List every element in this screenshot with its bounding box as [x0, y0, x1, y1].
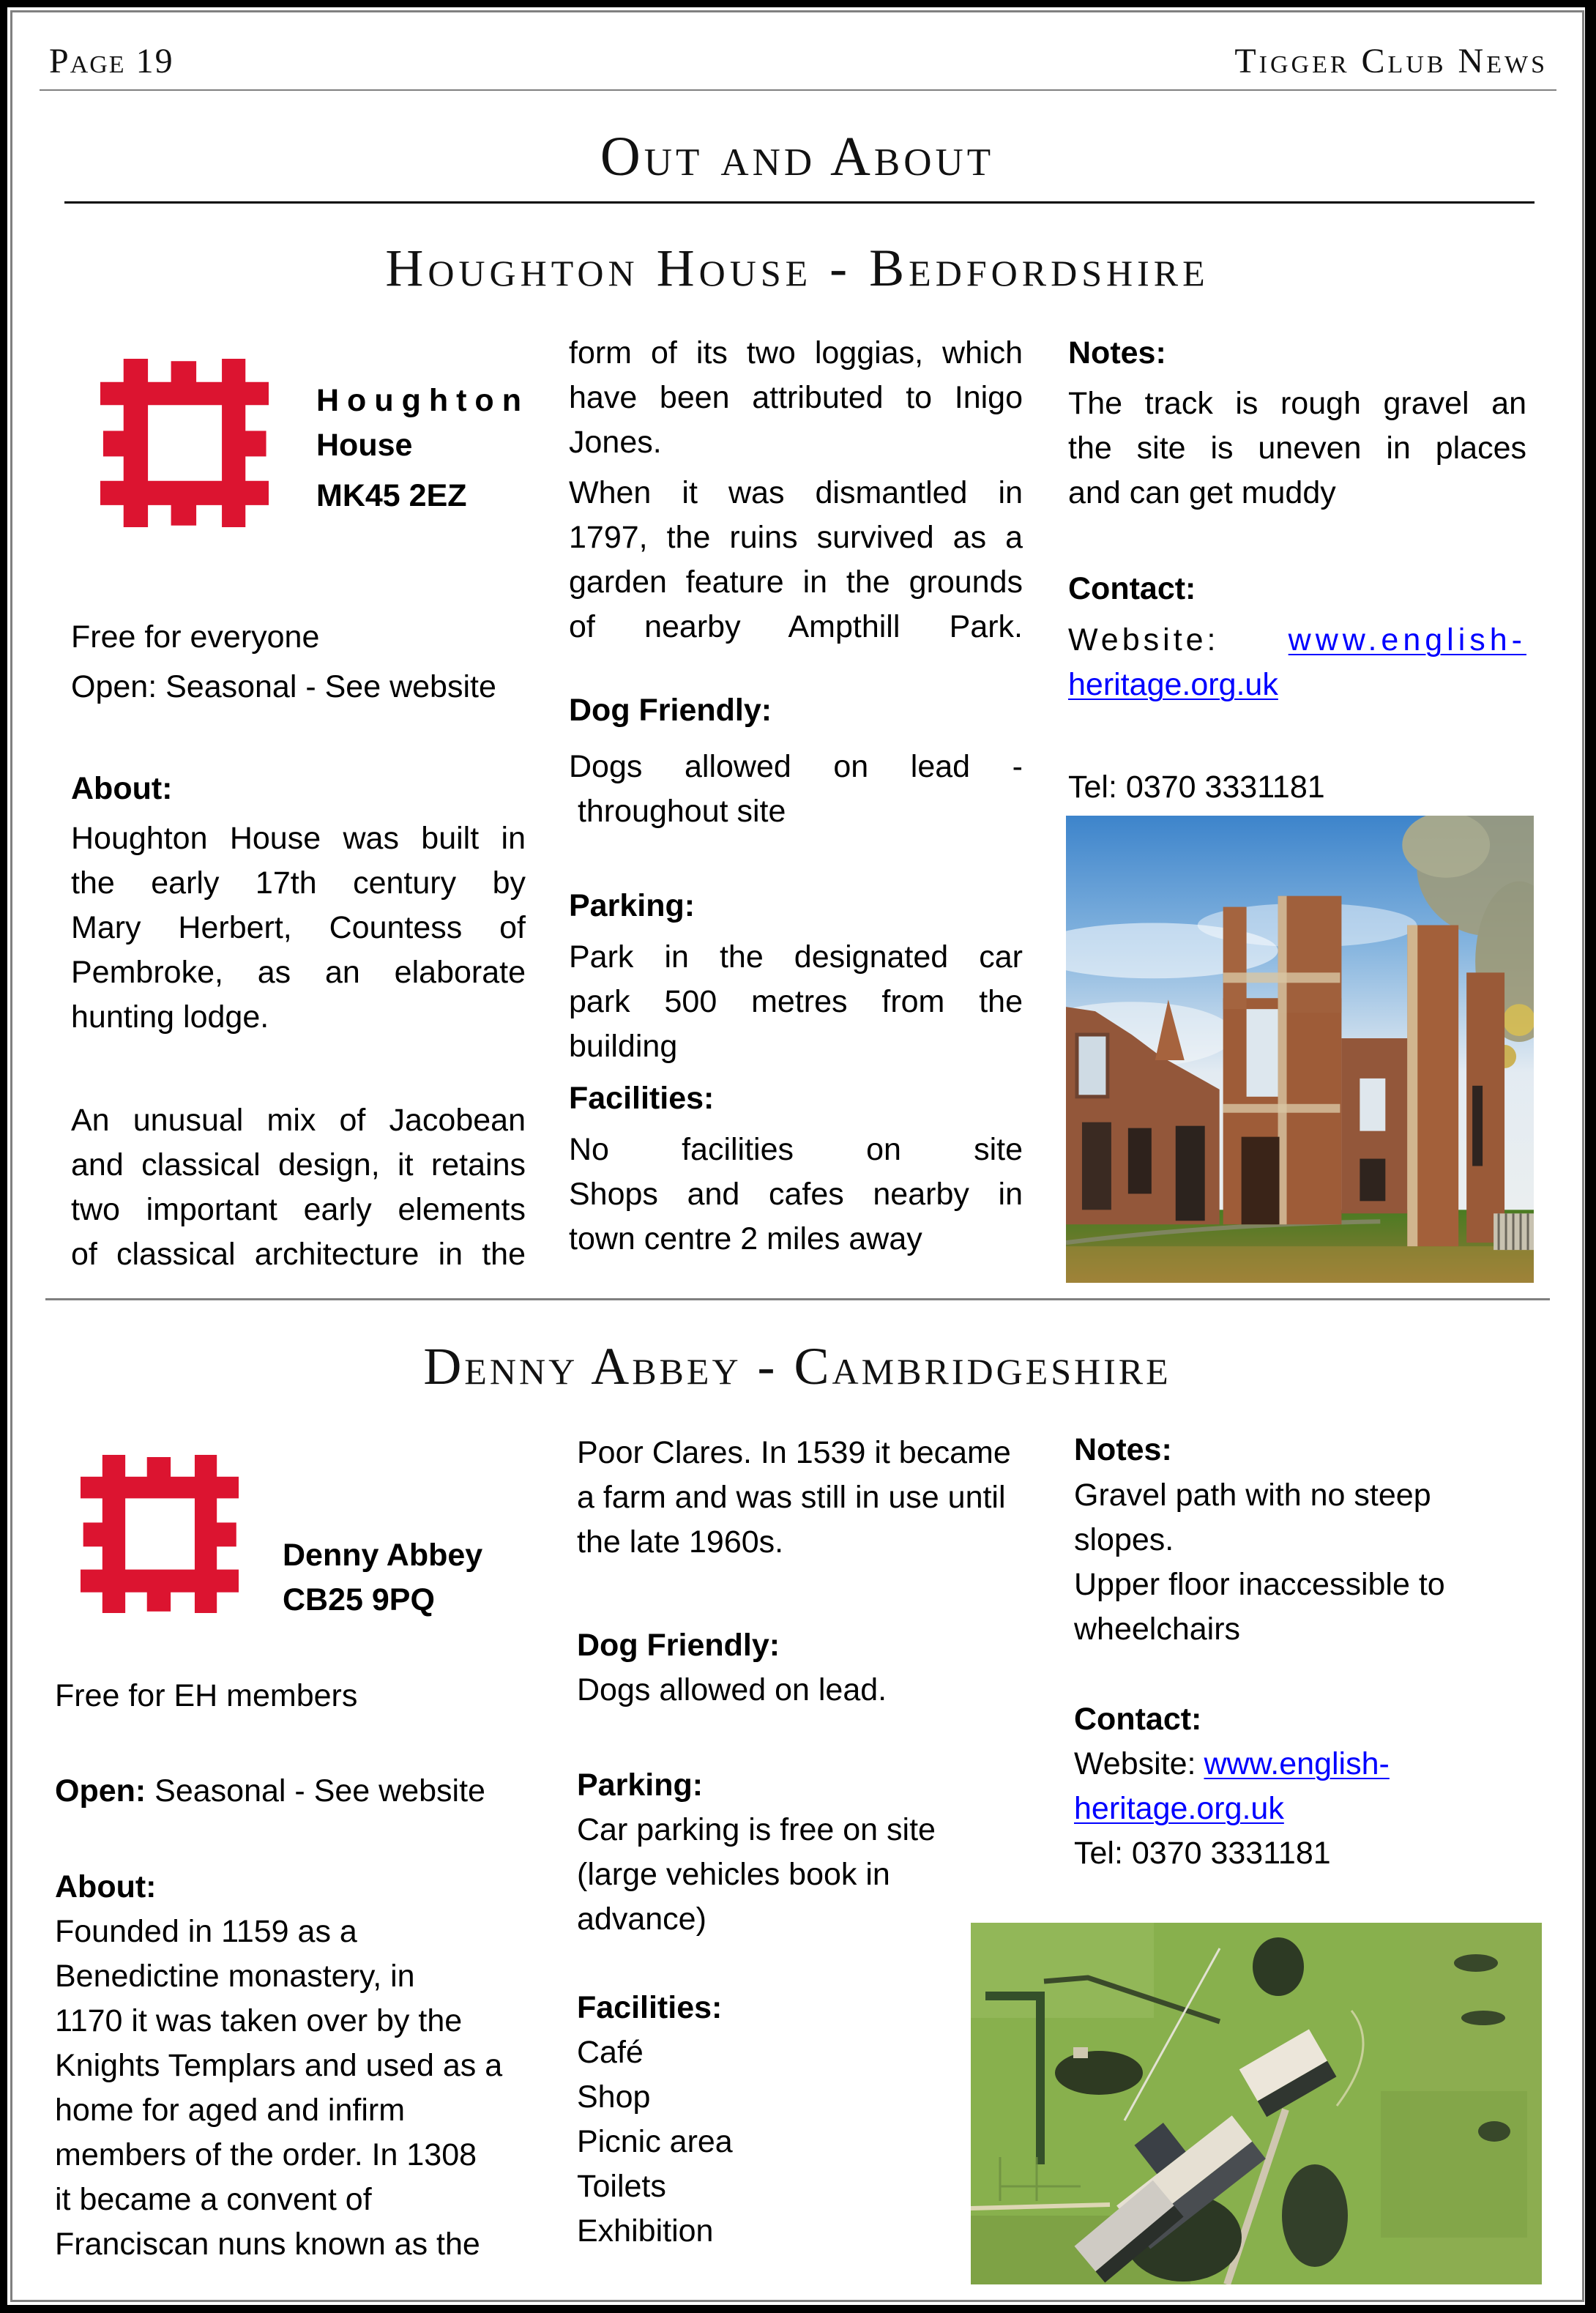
- english-heritage-logo-icon: [81, 1455, 239, 1613]
- text-line: When it was dismantled in: [569, 475, 1023, 510]
- contact-label: Contact:: [1068, 571, 1196, 606]
- about-label: About:: [55, 1869, 157, 1904]
- houghton-website: [1068, 618, 1526, 707]
- denny-contact: [1074, 1697, 1543, 1876]
- text-line: Car parking is free on site: [577, 1812, 936, 1847]
- houghton-about-paragraph-1: [71, 816, 526, 1040]
- site-name-line: Houghton: [316, 383, 529, 418]
- text-line: advance): [577, 1902, 706, 1937]
- text-line: home for aged and infirm: [55, 2093, 406, 2128]
- text-line: 1797, the ruins survived as a: [569, 520, 1023, 555]
- contact-label: Contact:: [1074, 1702, 1202, 1737]
- text-line: (large vehicles book in: [577, 1857, 890, 1892]
- newsletter-name: Tigger Club News: [1234, 42, 1548, 81]
- denny-dog-info: [577, 1623, 1053, 1713]
- denny-about-label-block: [55, 1865, 538, 1910]
- site-name-line: Denny Abbey: [283, 1538, 483, 1573]
- text-line: slopes.: [1074, 1522, 1174, 1557]
- houghton-about-paragraph-3: [569, 331, 1023, 465]
- text-line: Houghton House was built in: [71, 821, 526, 856]
- text-line: An unusual mix of Jacobean: [71, 1103, 526, 1138]
- facility-item: Café: [577, 2035, 644, 2070]
- houghton-postcode-block: [316, 474, 536, 518]
- telephone-number: Tel: 0370 3331181: [1074, 1836, 1331, 1871]
- houghton-about-paragraph-4: [569, 471, 1023, 649]
- telephone-number: Tel: 0370 3331181: [1068, 770, 1325, 805]
- text-line: Pembroke, as an elaborate: [71, 955, 526, 990]
- parking-label: Parking:: [569, 888, 696, 923]
- open-value: Seasonal - See website: [165, 669, 496, 704]
- text-line: it became a convent of: [55, 2182, 372, 2217]
- text-line: of classical architecture in the: [71, 1237, 526, 1272]
- text-line: No facilities on site: [569, 1132, 1023, 1167]
- text-line: Benedictine monastery, in: [55, 1959, 415, 1994]
- text-line: of nearby Ampthill Park.: [569, 609, 1023, 644]
- text-line: throughout site: [569, 794, 786, 829]
- page-number: Page 19: [49, 42, 174, 81]
- houghton-site-name: [316, 379, 536, 468]
- facility-item: Shop: [577, 2079, 651, 2115]
- text-line: Dogs allowed on lead.: [577, 1672, 887, 1707]
- denny-site-name: [283, 1533, 532, 1623]
- facility-item: Toilets: [577, 2169, 666, 2204]
- website-line: [1074, 1742, 1543, 1787]
- text-line: and can get muddy: [1068, 475, 1336, 510]
- text-line: Founded in 1159 as a: [55, 1914, 357, 1949]
- section-divider: [45, 1298, 1550, 1300]
- denny-heading: Denny Abbey - Cambridgeshire: [423, 1337, 1171, 1396]
- website-link[interactable]: www.english-: [1204, 1746, 1390, 1781]
- website-link[interactable]: www.english-: [1288, 622, 1526, 658]
- facilities-label: Facilities:: [569, 1081, 715, 1116]
- houghton-price: [71, 615, 526, 660]
- denny-price: [55, 1674, 538, 1718]
- text-line: 1170 it was taken over by the: [55, 2003, 463, 2038]
- denny-facilities-info: [577, 1986, 943, 2254]
- text-line: Upper floor inaccessible to: [1074, 1567, 1445, 1602]
- text-line: members of the order. In 1308: [55, 2137, 477, 2172]
- admission-price: Free for everyone: [71, 619, 320, 655]
- houghton-facilities-info: [569, 1128, 1023, 1262]
- facilities-label: Facilities:: [577, 1990, 723, 2025]
- denny-notes-label-block: [1074, 1428, 1543, 1472]
- website-line: [1074, 1787, 1543, 1831]
- dog-friendly-label: Dog Friendly:: [569, 693, 772, 728]
- notes-label: Notes:: [1068, 335, 1166, 370]
- text-line: Gravel path with no steep: [1074, 1478, 1431, 1513]
- text-line: two important early elements: [71, 1192, 526, 1227]
- text-line: Poor Clares. In 1539 it became: [577, 1435, 1011, 1470]
- text-line: town centre 2 miles away: [569, 1221, 922, 1256]
- website-label: Website:: [1068, 622, 1220, 658]
- houghton-notes: [1068, 381, 1526, 515]
- text-line: Shops and cafes nearby in: [569, 1177, 1023, 1212]
- text-line: and classical design, it retains: [71, 1147, 526, 1182]
- houghton-heading: Houghton House - Bedfordshire: [385, 239, 1209, 297]
- website-line: [1068, 618, 1526, 663]
- opening-line: [55, 1769, 538, 1814]
- houghton-notes-label-block: [1068, 331, 1526, 376]
- open-value: Seasonal - See website: [154, 1773, 485, 1809]
- dog-friendly-label: Dog Friendly:: [577, 1628, 780, 1663]
- houghton-opening: [71, 665, 526, 709]
- text-line: building: [569, 1029, 678, 1064]
- text-line: form of its two loggias, which: [569, 335, 1023, 370]
- denny-notes: [1074, 1473, 1543, 1652]
- site-postcode: CB25 9PQ: [283, 1582, 435, 1617]
- denny-about-paragraph-1: [55, 1910, 538, 2267]
- admission-price: Free for EH members: [55, 1678, 358, 1713]
- text-line: garden feature in the grounds: [569, 565, 1023, 600]
- houghton-facilities-label-block: [569, 1076, 1023, 1121]
- text-line: Franciscan nuns known as the: [55, 2227, 480, 2262]
- opening-line: [71, 665, 526, 709]
- site-name-line: House: [316, 428, 413, 463]
- about-label: About:: [71, 771, 173, 806]
- title-rule: [64, 201, 1535, 204]
- houghton-parking-info: [569, 935, 1023, 1069]
- english-heritage-logo-icon: [100, 359, 269, 527]
- section-title: Out and About: [600, 126, 995, 187]
- houghton-contact-label-block: [1068, 567, 1526, 611]
- denny-about-paragraph-2: [577, 1431, 1053, 1565]
- notes-label: Notes:: [1074, 1432, 1172, 1467]
- parking-label: Parking:: [577, 1768, 704, 1803]
- open-label: Open:: [71, 669, 157, 704]
- houghton-about-paragraph-2: [71, 1098, 526, 1277]
- website-link-continued[interactable]: heritage.org.uk: [1068, 667, 1278, 702]
- denny-parking-info: [577, 1763, 1053, 1942]
- houghton-dog-label-block: [569, 688, 1023, 733]
- houghton-telephone: [1068, 765, 1526, 810]
- text-line: the early 17th century by: [71, 865, 526, 901]
- text-line: Knights Templars and used as a: [55, 2048, 503, 2083]
- header-rule: [40, 89, 1556, 91]
- houghton-parking-label-block: [569, 884, 1023, 928]
- website-link-continued[interactable]: heritage.org.uk: [1074, 1791, 1284, 1826]
- website-label: Website:: [1074, 1746, 1196, 1781]
- text-line: wheelchairs: [1074, 1612, 1241, 1647]
- facility-item: Exhibition: [577, 2213, 714, 2249]
- text-line: a farm and was still in use until: [577, 1480, 1006, 1515]
- houghton-about-label-block: [71, 767, 526, 811]
- text-line: park 500 metres from the: [569, 984, 1023, 1019]
- text-line: Jones.: [569, 425, 662, 460]
- text-line: Mary Herbert, Countess of: [71, 910, 526, 945]
- text-line: the site is uneven in places: [1068, 431, 1526, 466]
- open-label: Open:: [55, 1773, 146, 1809]
- text-line: Dogs allowed on lead -: [569, 749, 1023, 784]
- text-line: have been attributed to Inigo: [569, 380, 1023, 415]
- text-line: The track is rough gravel an: [1068, 386, 1526, 421]
- denny-abbey-aerial-photo: [971, 1923, 1542, 2284]
- text-line: hunting lodge.: [71, 999, 269, 1035]
- houghton-house-photo: [1066, 816, 1534, 1283]
- text-line: Park in the designated car: [569, 939, 1023, 975]
- houghton-dog-info: [569, 745, 1023, 834]
- site-postcode: MK45 2EZ: [316, 478, 467, 513]
- denny-opening: [55, 1769, 538, 1814]
- text-line: the late 1960s.: [577, 1524, 784, 1560]
- facility-item: Picnic area: [577, 2124, 733, 2159]
- website-line: [1068, 663, 1526, 707]
